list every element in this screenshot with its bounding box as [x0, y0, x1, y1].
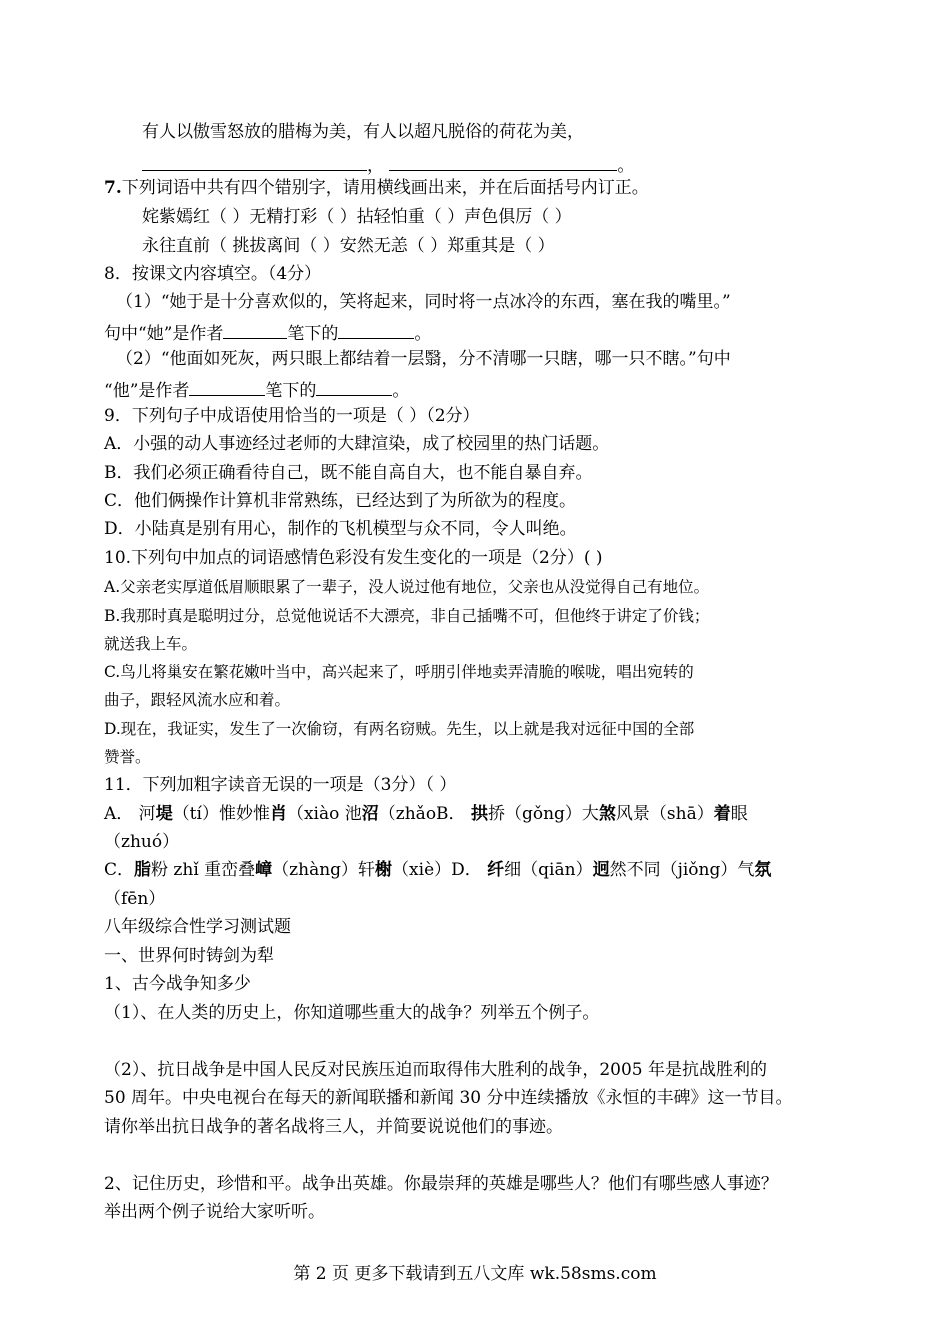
- q10-option-c: C.鸟儿将巢安在繁花嫩叶当中，高兴起来了，呼朋引伴地卖弄清脆的喉咙，唱出宛转的: [104, 663, 694, 681]
- q10-option-b: B.我那时真是聪明过分，总觉他说话不大漂亮，非自己插嘴不可，但他终于讲定了价钱；: [104, 607, 710, 625]
- q10-option-c-cont: 曲子，跟轻风流水应和着。: [104, 691, 291, 709]
- question-3-cont: 举出两个例子说给大家听听。: [104, 1202, 325, 1222]
- intro-blanks: ， 。: [142, 152, 634, 177]
- section-title: 八年级综合性学习测试题: [104, 917, 291, 937]
- q11-line3: C．脂粉 zhǐ 重峦叠嶂（zhàng）轩榭（xiè）D． 纤细（qiān）迥然不同（jiǒng）气氛: [104, 860, 772, 880]
- q11-title: 11．下列加粗字读音无误的一项是（3分）（ ）: [104, 775, 457, 795]
- answer-blank[interactable]: [223, 320, 287, 339]
- sub-heading: 1、古今战争知多少: [104, 974, 251, 994]
- q7-row1: 姹紫嫣红（ ）无精打彩（ ）拈轻怕重（ ）声色俱厉（ ）: [142, 207, 572, 227]
- q10-title: 10.下列句中加点的词语感情色彩没有发生变化的一项是（2分）( ): [104, 548, 603, 568]
- q8-p2b: “他”是作者 笔下的 。: [104, 377, 409, 402]
- q10-option-d-cont: 赞誉。: [104, 748, 151, 766]
- page-footer: 第 2 页 更多下载请到五八文库 wk.58sms.com: [293, 1264, 657, 1284]
- intro-line: 有人以傲雪怒放的腊梅为美，有人以超凡脱俗的荷花为美，: [142, 122, 584, 142]
- q11-line1: A． 河堤（tí）惟妙惟肖（xiào 池沼（zhǎoB． 拱挢（gǒng）大煞风景（shā）着眼: [104, 804, 748, 824]
- q7-row2: 永往直前（ 挑拔离间（ ）安然无恙（ ）郑重其是（ ）: [142, 236, 555, 256]
- answer-blank[interactable]: [338, 320, 414, 339]
- q8-title: 8．按课文内容填空。（4分）: [104, 264, 322, 284]
- question-3: 2、记住历史，珍惜和平。战争出英雄。你最崇拜的英雄是哪些人？他们有哪些感人事迹？: [104, 1174, 778, 1194]
- q9-title: 9．下列句子中成语使用恰当的一项是（ ）（2分）: [104, 406, 480, 426]
- q10-option-a: A.父亲老实厚道低眉顺眼累了一辈子，没人说过他有地位，父亲也从没觉得自己有地位。: [104, 578, 710, 596]
- answer-blank[interactable]: [189, 377, 265, 396]
- q8-p1b: 句中“她”是作者 笔下的 。: [104, 320, 431, 345]
- part-heading: 一、世界何时铸剑为犁: [104, 946, 274, 966]
- q10-option-d: D.现在，我证实，发生了一次偷窃，有两名窃贼。先生，以上就是我对远征中国的全部: [104, 720, 695, 738]
- q11-line4: （fēn）: [104, 889, 166, 909]
- question-2: （2）、抗日战争是中国人民反对民族压迫而取得伟大胜利的战争，2005 年是抗战胜利的: [104, 1060, 767, 1080]
- answer-blank[interactable]: [389, 152, 617, 171]
- q9-option-d: D．小陆真是别有用心，制作的飞机模型与众不同，令人叫绝。: [104, 519, 577, 539]
- q9-option-b: B．我们必须正确看待自己，既不能自高自大，也不能自暴自弃。: [104, 463, 593, 483]
- question-2-cont: 50 周年。中央电视台在每天的新闻联播和新闻 30 分中连续播放《永恒的丰碑》这一节目。: [104, 1088, 793, 1108]
- question-1: （1）、在人类的历史上，你知道哪些重大的战争？列举五个例子。: [104, 1003, 600, 1023]
- question-2-cont: 请你举出抗日战争的著名战将三人，并简要说说他们的事迹。: [104, 1117, 563, 1137]
- q10-option-b-cont: 就送我上车。: [104, 635, 198, 653]
- q8-p2a: （2）“他面如死灰，两只眼上都结着一层翳，分不清哪一只瞎，哪一只不瞎。”句中: [116, 349, 731, 369]
- q7-title: 7.下列词语中共有四个错别字，请用横线画出来，并在后面括号内订正。: [104, 178, 649, 198]
- q9-option-c: C．他们俩操作计算机非常熟练，已经达到了为所欲为的程度。: [104, 491, 577, 511]
- q9-option-a: A．小强的动人事迹经过老师的大肆渲染，成了校园里的热门话题。: [104, 434, 610, 454]
- q11-line2: （zhuó）: [104, 832, 180, 852]
- answer-blank[interactable]: [316, 377, 392, 396]
- q8-p1a: （1）“她于是十分喜欢似的，笑将起来，同时将一点冰冷的东西，塞在我的嘴里。”: [116, 292, 731, 312]
- answer-blank[interactable]: [142, 152, 367, 171]
